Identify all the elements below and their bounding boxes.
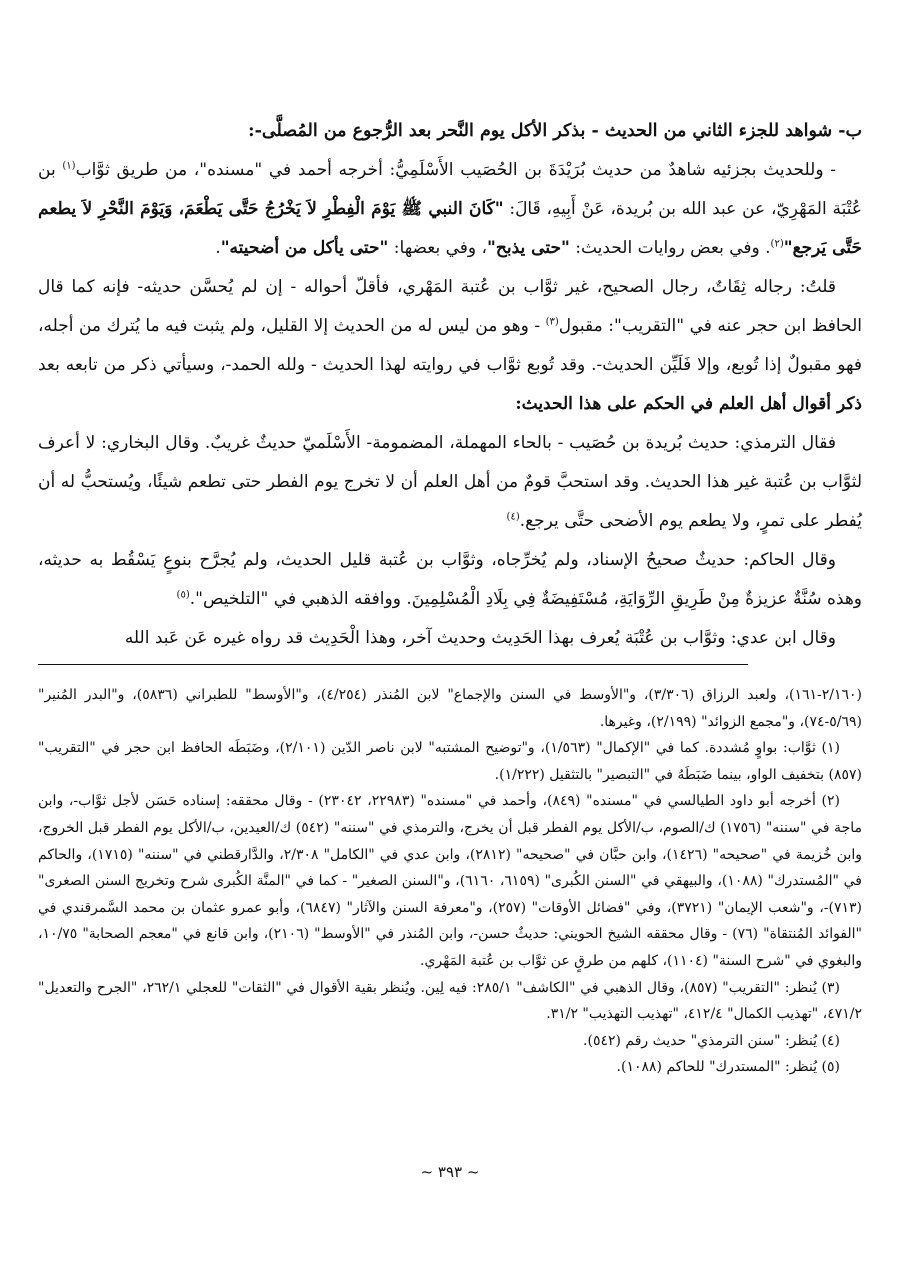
variant-quote-2: "حتى يأكل من أضحيته" [220,238,389,258]
p4-text-a: وقال الحاكم: حديثٌ صحيحُ الإسناد، ولم يُخرِّجاه، وثوَّاب بن عُتبة قليل الحديث، ولم يُجرَّح بنوعٍ يَسْقُط به حديثه، وهذه سُنَّةٌ عزيزةٌ مِنْ طَرِيقِ الرِّوَايَةِ، مُسْتَفِيضَةٌ فِي بِلَادِ الْمُسْلِمِينَ. ووافقه الذهبي في "التلخيص". [38,550,862,609]
p2-text-a: قلتُ: رجاله ثِقَاتٌ، رجال الصحيح، غير ثوَّاب بن عُتبة المَهْري، فأقلّ أحواله - إن لم يُحسَّن حديثه- فإنه كما قال الحافظ ابن حجر عنه في "التقريب": مقبول [38,277,862,336]
footnote-2: (٢) أخرجه أبو داود الطيالسي في "مسنده" (٨٤٩)، وأحمد في "مسنده" (٢٢٩٨٣، ٢٣٠٤٢) - وقال محققه: إسناده حَسَن لأجل ثوَّاب-، وابن ماجة في "سننه" (١٧٥٦) ك/الصوم، ب/الأكل يوم الفطر قبل أن يخرج، والترمذي في "سننه" (٥٤٢) ك/العيدين، ب/الأكل يوم الفطر قبل الخروج، وابن خُزيمة في "صحيحه" (١٤٢٦)، وابن حبَّان في "صحيحه" (٢٨١٢)، وابن عدي في "الكامل" ٢/٣٠٨، والدَّارقطني في "سننه" (١٧١٥)، والحاكم في "المُستدرك" (١٠٨٨)، والبيهقي في "السنن الكُبرى" (٦١٥٩، ٦١٦٠)، و"السنن الصغير" - كما في "المنَّة الكُبرى شرح وتخريج السنن الصغرى" (٧١٣)-، و"شعب الإيمان" (٣٧٢١)، وفي "فضائل الأوقات" (٢٥٧)، و"معرفة السنن والآثار" (٦٨٤٧)، وأبو عمرو عثمان بن محمد السَّمرقندي في "الفوائد المُنتقاة" (٧٦) - وقال محققه الشيخ الحويني: حديثٌ حسن-، وابن المُنذر في "الأوسط" (٢١٠٦)، وابن قانع في "معجم الصحابة" ١٠/٧٥، والبغوي في "شرح السنة" (١١٠٤)، كلهم من طرقٍ عن ثوَّاب بن عُتبة المَهْري. [38,793,863,969]
footnote-separator [38,664,748,665]
p5-text-a: وقال ابن عدي: وثوَّاب بن عُتْبَة يُعرف بهذا الحَدِيث وحديث آخر، وهذا الْحَدِيث قد رواه غيره عَن عَبد الله [124,628,836,648]
footnote-ref-3: (٣) [545,316,559,328]
p3-text-a: فقال الترمذي: حديث بُريدة بن حُصَيب - بالحاء المهملة، المضمومة- الأَسْلَميّ حديثٌ غريبٌ. وقال البخاري: لا أعرف لثوَّاب بن عُتبة غير هذا الحديث. وقد استحبَّ قومٌ من أهل العلم أن لا تخرج يوم الفطر حتى تطعم شيئًا، ويُستحبُّ له أن يُفطر على تمرٍ، ولا يطعم يوم الأضحى حتَّى يرجع. [38,433,862,531]
footnotes [38,682,862,1081]
p1-text-e: . [215,238,221,258]
hadith-text: "كَانَ النبي ﷺ يَوْمَ الْفِطْرِ لاَ يَخْرُجُ حَتَّى يَطْعَمَ، وَيَوْمَ النَّحْرِ لاَ يطعم حَتَّى يَرجع" [38,199,862,258]
paragraph-2 [38,268,862,424]
p2-bold-text: ذكر أقوال أهل العلم في الحكم على هذا الحديث: [515,394,862,414]
p1-text-b: بن عُتْبَة المَهْرِيّ، عن عبد الله بن بُريدة، عَنْ أَبِيهِ، قَالَ: [38,160,862,219]
p2-text-b: - وهو من ليس له من الحديث إلا القليل، ولم يثبت فيه ما يُترك من أجله، فهو مقبولٌ إذا تُوبع، وإلا فَلَيِّن الحديث-. وقد تُوبع ثوَّاب في روايته لهذا الحديث - ولله الحمد-، وسيأتي ذكر من تابعه بعد [38,316,862,375]
footnote-ref-2: (٢) [770,238,784,250]
paragraph-1 [38,151,862,268]
footnote-continuation: (٢/١٦٠-١٦١)، ولعبد الرزاق (٣/٣٠٦)، و"الأوسط في السنن والإجماع" لابن المُنذر (٤/٢٥٤)، و"الأوسط" للطبراني (٥٨٣٦)، و"البدر المُنير" (٥/٦٩-٧٤)، و"مجمع الزوائد" (٢/١٩٩)، وغيرها. [38,687,862,730]
footnote-ref-1: (١) [62,160,76,172]
page-number: ~ ٣٩٣ ~ [420,1163,480,1181]
variant-quote-1: "حتى يذبح" [487,238,570,258]
footnote-3: (٣) يُنظر: "التقريب" (٨٥٧)، وقال الذهبي في "الكاشف" ٢٨٥/١: فيه لِين. ويُنظر بقية الأقوال في "الثقات" للعجلي ٢٦٢/١، "الجرح والتعديل" ٤٧١/٢، "تهذيب الكمال" ٤١٢/٤، "تهذيب التهذيب" ٣١/٢. [38,979,862,1023]
footnote-5: (٥) يُنظر: "المستدرك" للحاكم (١٠٨٨). [616,1059,840,1076]
footnote-1: (١) ثوَّاب: بواوٍ مُشددة. كما في "الإكمال" (١/٥٦٣)، و"توضيح المشتبه" لابن ناصر الدّين (٢/١٠١)، وضَبَطَه الحافظ ابن حجر في "التقريب" (٨٥٧) بتخفيف الواو، بينما ضَبَطَهُ في "التبصير" بالتثقيل (١/٢٢٢). [38,740,862,783]
main-text [38,112,862,658]
footnote-ref-5: (٥) [176,589,190,601]
section-heading: ب- شواهد للجزء الثاني من الحديث - بذكر الأكل يوم النَّحر بعد الرُّجوع من المُصلَّى-: [248,121,862,141]
p1-text-c: . وفي بعض روايات الحديث: [569,238,771,258]
paragraph-5 [38,619,862,658]
footnote-4: (٤) يُنظر: "سنن الترمذي" حديث رقم (٥٤٢). [583,1032,840,1049]
paragraph-3 [38,424,862,541]
p1-text-a: - وللحديث بجزئيه شاهدٌ من حديث بُرَيْدَةَ بن الحُصَيب الأَسْلَمِيُّ: أخرجه أحمد في "مسنده"، من طريق ثوَّاب [75,160,837,180]
footnote-ref-4: (٤) [506,511,520,523]
p1-text-d: ، وفي بعضها: [388,238,488,258]
paragraph-4 [38,541,862,619]
